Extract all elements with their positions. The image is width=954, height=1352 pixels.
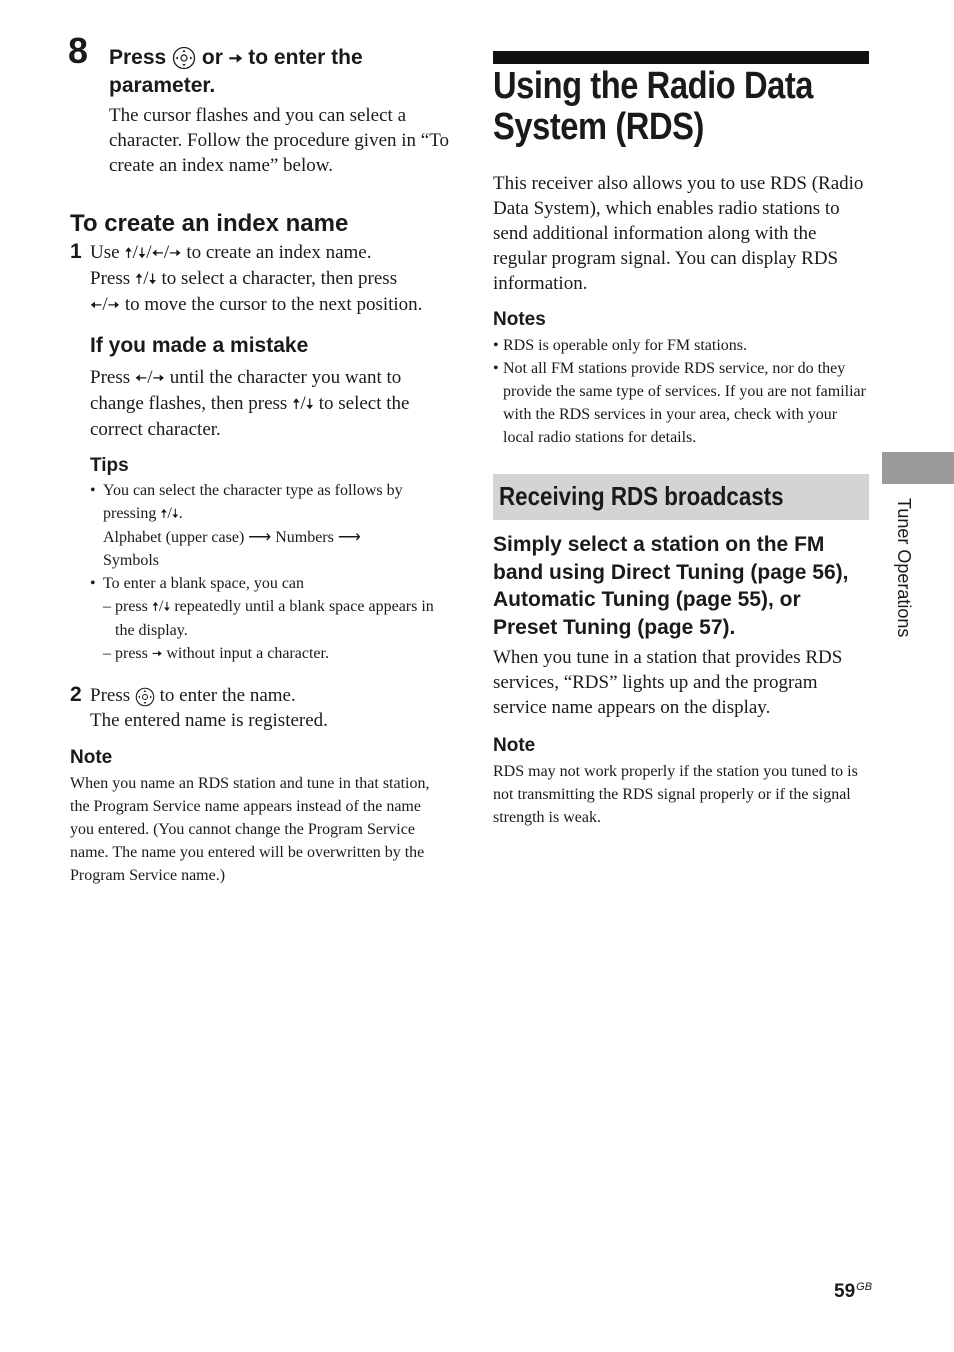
right-arrow-icon: 🠆 [151, 647, 163, 662]
enter-button-icon [135, 687, 155, 707]
paragraph: When you tune in a station that provides RDS services, “RDS” lights up and the program service name appears on the display. [493, 647, 843, 718]
slash: / [146, 242, 152, 263]
text-run: Alphabet (upper case) [103, 529, 245, 546]
right-arrow-icon: 🠆 [107, 296, 121, 314]
list-subitem [90, 595, 450, 642]
step-heading-or: or [201, 46, 223, 69]
up-arrow-icon: 🠅 [292, 395, 301, 413]
up-arrow-icon: 🠅 [124, 244, 133, 262]
long-arrow-icon: ⟶ [248, 529, 272, 546]
note-heading: Note [70, 747, 113, 768]
slash: / [167, 505, 172, 522]
section-heading: To create an index name [70, 210, 349, 237]
slash: / [163, 242, 170, 263]
page-number [834, 1281, 872, 1303]
right-arrow-icon: 🠆 [152, 369, 165, 387]
right-arrow-icon: 🠆 [169, 244, 182, 262]
text-run: until the character you want to change flashes, then press [90, 367, 402, 414]
text-run: The entered name is registered. [90, 710, 328, 731]
page-title: Using the Radio Data System (RDS) [493, 65, 814, 148]
step-description [90, 240, 455, 318]
page-number-suffix: GB [856, 1281, 873, 1293]
left-arrow-icon: 🠄 [151, 244, 164, 262]
text-run: to enter the name. [159, 685, 296, 706]
step-heading [109, 44, 449, 99]
note-heading: Note [493, 735, 536, 756]
notes-heading: Notes [493, 309, 546, 330]
down-arrow-icon: 🠇 [171, 507, 179, 522]
long-arrow-icon: ⟶ [337, 529, 361, 546]
chapter-tab [893, 498, 917, 678]
right-arrow-icon: 🠆 [228, 48, 243, 68]
list-item: • Not all FM stations provide RDS service, nor do they provide the same type of services. If you are not familiar with the RDS services in your area, check with your local radio stations for details. [493, 357, 869, 449]
left-arrow-icon: 🠄 [134, 369, 148, 387]
text-run: Use [90, 242, 120, 263]
section-heading: Receiving RDS broadcasts [499, 481, 784, 511]
paragraph: This receiver also allows you to use RDS (Radio Data System), which enables radio stations to send additional information along with the regular program signal. You can display RDS information. [493, 173, 864, 294]
slash: / [132, 242, 138, 263]
text-run: to move the cursor to the next position. [124, 294, 423, 315]
down-arrow-icon: 🠇 [163, 600, 171, 615]
text-run: Press [90, 268, 131, 289]
paragraph [90, 365, 450, 442]
up-arrow-icon: 🠅 [151, 600, 159, 615]
list-subitem [90, 642, 450, 666]
section-rule [493, 51, 869, 64]
text-run: without input a character. [166, 645, 329, 662]
tips-heading: Tips [90, 455, 129, 476]
list-item: • To enter a blank space, you can [90, 572, 450, 595]
tips-list [90, 479, 450, 666]
subsection-heading: If you made a mistake [90, 334, 309, 357]
enter-button-icon [172, 46, 196, 70]
slash: / [158, 598, 164, 615]
up-arrow-icon: 🠅 [134, 270, 144, 288]
text-run: You can select the character type as follows by pressing [103, 482, 403, 522]
note-text: When you name an RDS station and tune in that station, the Program Service name appears instead of the name you entered. (You cannot change the Program Service name. The name you entered will be overwritten by the Program Service name.) [70, 775, 430, 884]
step-heading-rest: to enter the parameter. [109, 46, 363, 97]
page-number-value: 59 [834, 1281, 856, 1302]
text-run: Numbers [275, 529, 334, 546]
list-item: • RDS is operable only for FM stations. [493, 334, 869, 357]
step-description: The cursor flashes and you can select a character. Follow the procedure given in “To create an index name” below. [109, 105, 450, 176]
list-item: • You can select the character type as follows by pressing 🠅/🠇. Alphabet (upper case) ⟶ Numbers ⟶ Symbols [90, 479, 450, 572]
step-heading: Simply select a station on the FM band using Direct Tuning (page 56), Automatic Tuning (page 55), or Preset Tuning (page 57). [493, 533, 849, 639]
text-run: Press [90, 685, 131, 706]
slash: / [143, 268, 149, 289]
text-run: press [115, 598, 148, 615]
text-run: press [115, 645, 148, 662]
slash: / [102, 294, 108, 315]
slash: / [147, 367, 153, 388]
up-arrow-icon: 🠅 [160, 507, 168, 522]
text-run: repeatedly until a blank space appears in the display. [115, 598, 434, 639]
step-description [90, 683, 450, 733]
step-number: 8 [68, 30, 89, 71]
down-arrow-icon: 🠇 [148, 270, 157, 288]
step-heading-press: Press [109, 46, 167, 69]
chapter-tab-label: Tuner Operations [894, 498, 914, 638]
step-number: 1 [70, 240, 82, 263]
text-run: to select the correct character. [90, 393, 410, 440]
text-run: Symbols [103, 552, 160, 569]
note-text: RDS may not work properly if the station you tuned to is not transmitting the RDS signal properly or if the signal strength is weak. [493, 763, 858, 826]
text-run: to create an index name. [186, 242, 372, 263]
chapter-tab-marker [882, 452, 954, 484]
slash: / [300, 393, 306, 414]
down-arrow-icon: 🠇 [137, 244, 147, 262]
notes-list [493, 334, 869, 449]
step-number: 2 [70, 683, 82, 706]
down-arrow-icon: 🠇 [305, 395, 314, 413]
text-run: Press [90, 367, 131, 388]
left-arrow-icon: 🠄 [90, 296, 103, 314]
text-run: to select a character, then press [161, 268, 398, 289]
